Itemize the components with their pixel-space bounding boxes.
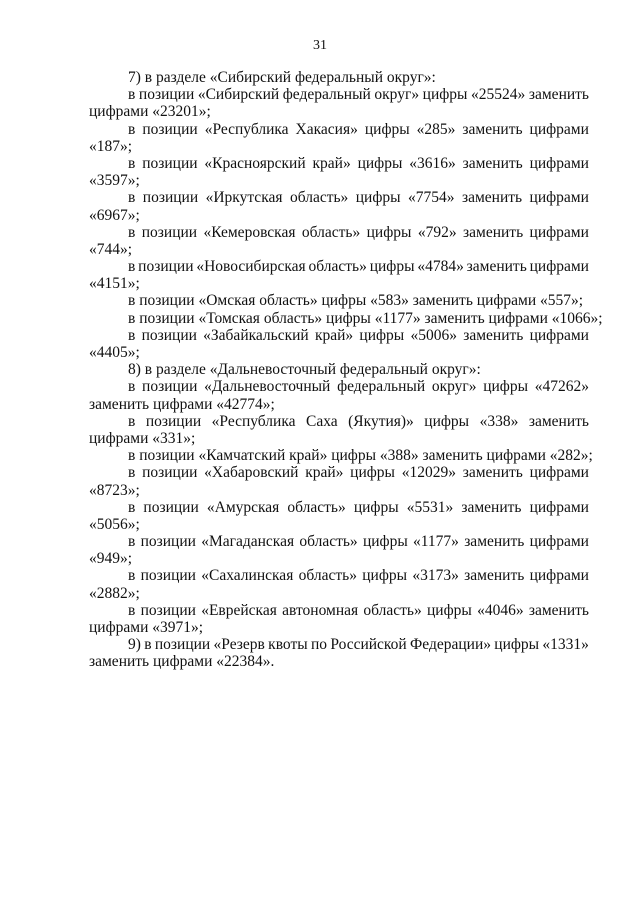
word: «Хабаровский [204,464,299,482]
word: «388» [379,447,419,465]
word: позиции [142,189,199,207]
word: заменить [466,258,527,276]
word: «4405»; [89,344,140,361]
word: цифрами [529,189,589,207]
word: Хакасия» [295,120,358,138]
word: «Камчатский [198,447,286,465]
word: «744»; [89,240,133,258]
word: «Забайкальский [203,326,309,344]
word: цифрами [529,258,589,276]
word: 7) [128,69,141,86]
paragraph [89,464,589,498]
word: «4151»; [89,275,140,293]
word: Федерации» [410,636,491,654]
text-line [89,172,589,189]
word: область» [363,601,422,619]
word: цифры [362,533,408,551]
paragraph [89,567,589,601]
word: область» [263,309,323,327]
word: «Еврейская [201,601,277,619]
word: цифрами [476,292,537,310]
word: заменить [463,326,524,344]
text-line [89,516,589,533]
word: цифрами [529,120,589,138]
text-line [89,69,589,86]
paragraph [89,602,589,636]
word: «8723»; [89,481,140,499]
word: «285» [416,120,456,138]
word: «12029» [401,464,456,482]
word: «1177» [413,533,459,551]
word: автономная [282,601,359,619]
word: «792» [417,223,457,241]
word: край» [314,326,354,344]
paragraph [89,292,589,309]
word: «42774»; [216,395,275,413]
word: федеральный [294,69,383,86]
word: цифры [483,378,529,396]
word: «3616» [409,154,456,172]
word: цифры [359,326,405,344]
word: федеральный [282,86,371,104]
word: область» [301,223,361,241]
word: позиции [143,498,199,516]
word: цифрами [488,309,548,327]
paragraph [89,155,589,189]
text-line [89,344,589,361]
word: «Амурская [206,498,280,516]
word: край» [289,447,328,465]
word: цифрами [153,653,213,671]
word: заменить [528,601,589,619]
word: «Томская [198,309,260,327]
word: «5006» [410,326,457,344]
word: в [128,309,136,327]
paragraph [89,258,589,292]
word: «949»; [89,550,133,568]
word: заменить [463,223,524,241]
word: в [128,86,136,104]
word: «Сибирский [197,86,280,104]
word: в [144,69,153,86]
word: цифры [362,567,408,585]
text-line [89,121,589,138]
word: «Омская [198,292,256,310]
word: «Новосибирская [196,258,306,276]
word: «187»; [89,137,133,155]
word: «Иркутская [205,189,283,207]
word: цифры [369,258,415,276]
word: в [128,154,136,172]
text-line [89,430,589,447]
word: «22384». [216,653,275,671]
text-line [89,258,589,275]
page-number: 31 [313,38,327,53]
text-line [89,499,589,516]
word: цифры [321,292,367,310]
text-line [89,103,589,120]
word: федеральный [337,378,426,396]
text-line [89,155,589,172]
word: цифрами [529,567,589,585]
word: «3971»; [152,619,204,636]
word: «25524» [471,86,526,104]
word: цифрами [486,447,546,465]
word: цифры [326,309,371,327]
word: область» [289,189,349,207]
word: область» [259,292,318,310]
word: позиции [138,86,195,104]
word: «4046» [477,601,524,619]
word: цифрами [89,619,149,636]
word: заменить [528,86,589,104]
word: «2882»; [89,584,140,602]
word: округ»: [386,69,436,86]
word: «338» [479,412,519,430]
word: «5531» [406,498,454,516]
word: цифрами [529,223,589,241]
word: в [128,292,136,310]
word: заменить [412,292,473,310]
word: «3597»; [89,172,140,190]
word: округ» [431,378,477,396]
text-line [89,567,589,584]
paragraph [89,69,589,86]
word: в [128,120,136,138]
word: область» [298,567,357,585]
word: «282»; [549,447,593,465]
word: цифрами [529,154,589,172]
word: «Магаданская [201,533,295,551]
text-line [89,327,589,344]
text-line [89,653,589,670]
paragraph [89,327,589,361]
word: позиции [138,258,194,276]
word: цифры [350,464,395,482]
word: заменить [89,395,150,413]
paragraph [89,533,589,567]
word: «5056»; [89,515,140,533]
word: (Якутия)» [348,412,414,430]
word: 9) [128,636,141,654]
paragraph [89,378,589,412]
word: федеральный [339,361,428,379]
word: в [128,258,136,276]
word: заменить [462,120,523,138]
word: в [128,447,136,465]
word: «47262» [534,378,589,396]
word: квоты [268,636,308,654]
word: цифры [494,636,540,654]
word: «1331» [542,636,589,654]
word: заменить [464,533,525,551]
word: позиции [140,533,196,551]
word: цифры [424,412,470,430]
word: округ» [374,86,420,104]
paragraph [89,309,603,327]
word: позиции [142,120,198,138]
word: край» [312,154,351,172]
word: цифры [355,189,401,207]
word: область» [287,498,346,516]
text-line [89,292,589,309]
word: «557»; [540,292,584,310]
word: заменить [461,498,522,516]
word: заменить [422,447,483,465]
word: «1066»; [551,309,603,327]
word: цифрами [529,464,589,482]
word: цифрами [153,395,213,413]
word: позиции [141,223,198,241]
word: позиции [140,567,196,585]
word: «Республика [211,412,296,430]
word: по [310,636,328,654]
word: в [128,223,136,241]
text-line [89,361,589,378]
word: «7754» [408,189,455,207]
word: край» [305,464,344,482]
word: цифры [427,601,472,619]
text-line [89,207,589,224]
word: Российской [330,636,407,654]
word: цифры [331,447,377,465]
word: в [128,601,136,619]
paragraph [89,86,589,120]
word: «Дальневосточный [209,361,336,379]
word: «Дальневосточный [204,378,331,396]
word: позиции [142,378,198,396]
word: в [128,464,136,482]
document-body [89,69,603,671]
paragraph [89,121,589,155]
word: цифрами [89,429,149,447]
paragraph [89,413,589,447]
text-line [89,602,589,619]
text-line [89,482,589,499]
word: 8) [128,361,141,379]
word: заменить [89,653,150,671]
text-line [89,447,593,465]
word: заменить [464,567,525,585]
word: позиции [154,636,211,654]
word: в [128,412,136,430]
word: «583» [370,292,409,310]
word: позиции [142,154,198,172]
text-line [89,550,589,567]
word: цифры [364,120,410,138]
word: цифры [422,86,468,104]
text-line [89,533,589,550]
word: округ»: [431,361,481,379]
word: позиции [140,601,196,619]
word: позиции [139,447,195,465]
word: Саха [306,412,338,430]
paragraph [89,447,593,465]
text-line [89,396,589,413]
word: разделе [156,361,206,379]
word: цифрами [529,326,589,344]
text-line [89,86,589,103]
word: «Кемеровская [203,223,296,241]
word: позиции [139,292,195,310]
word: в [128,189,136,207]
paragraph [89,499,589,533]
text-line [89,224,589,241]
word: в [128,378,136,396]
word: «Резерв [213,636,265,654]
text-line [89,378,589,395]
word: «3173» [412,567,459,585]
text-line [89,241,589,258]
word: «1177» [374,309,421,327]
paragraph [89,224,589,258]
word: область» [299,533,358,551]
word: цифрами [89,103,149,121]
paragraph [89,189,589,223]
text-line [89,138,589,155]
word: «Сибирский [209,69,292,86]
word: область» [308,258,367,276]
word: цифры [366,223,412,241]
word: «6967»; [89,206,140,224]
word: в [128,498,136,516]
text-line [89,636,589,653]
text-line [89,309,603,327]
paragraph [89,636,589,670]
word: «4784» [417,258,464,276]
word: позиции [141,326,197,344]
word: в [144,636,152,654]
word: заменить [462,154,523,172]
word: заменить [424,309,485,327]
word: «Красноярский [204,154,306,172]
word: цифрами [529,533,589,551]
paragraph [89,361,589,378]
text-line [89,585,589,602]
word: позиции [145,412,202,430]
text-line [89,275,589,292]
word: позиции [139,309,195,327]
text-line [89,413,589,430]
word: заменить [461,189,523,207]
word: в [128,326,136,344]
word: «23201»; [152,103,211,121]
word: «Сахалинская [201,567,294,585]
word: «331»; [152,429,196,447]
text-line [89,189,589,206]
word: заменить [528,412,589,430]
word: цифры [353,498,399,516]
text-line [89,464,589,481]
word: разделе [156,69,206,86]
word: цифры [357,154,403,172]
word: цифрами [529,498,589,516]
word: «Республика [204,120,289,138]
word: позиции [142,464,198,482]
word: в [144,361,153,379]
text-line [89,619,589,636]
word: в [128,533,136,551]
word: в [128,567,136,585]
word: заменить [462,464,523,482]
